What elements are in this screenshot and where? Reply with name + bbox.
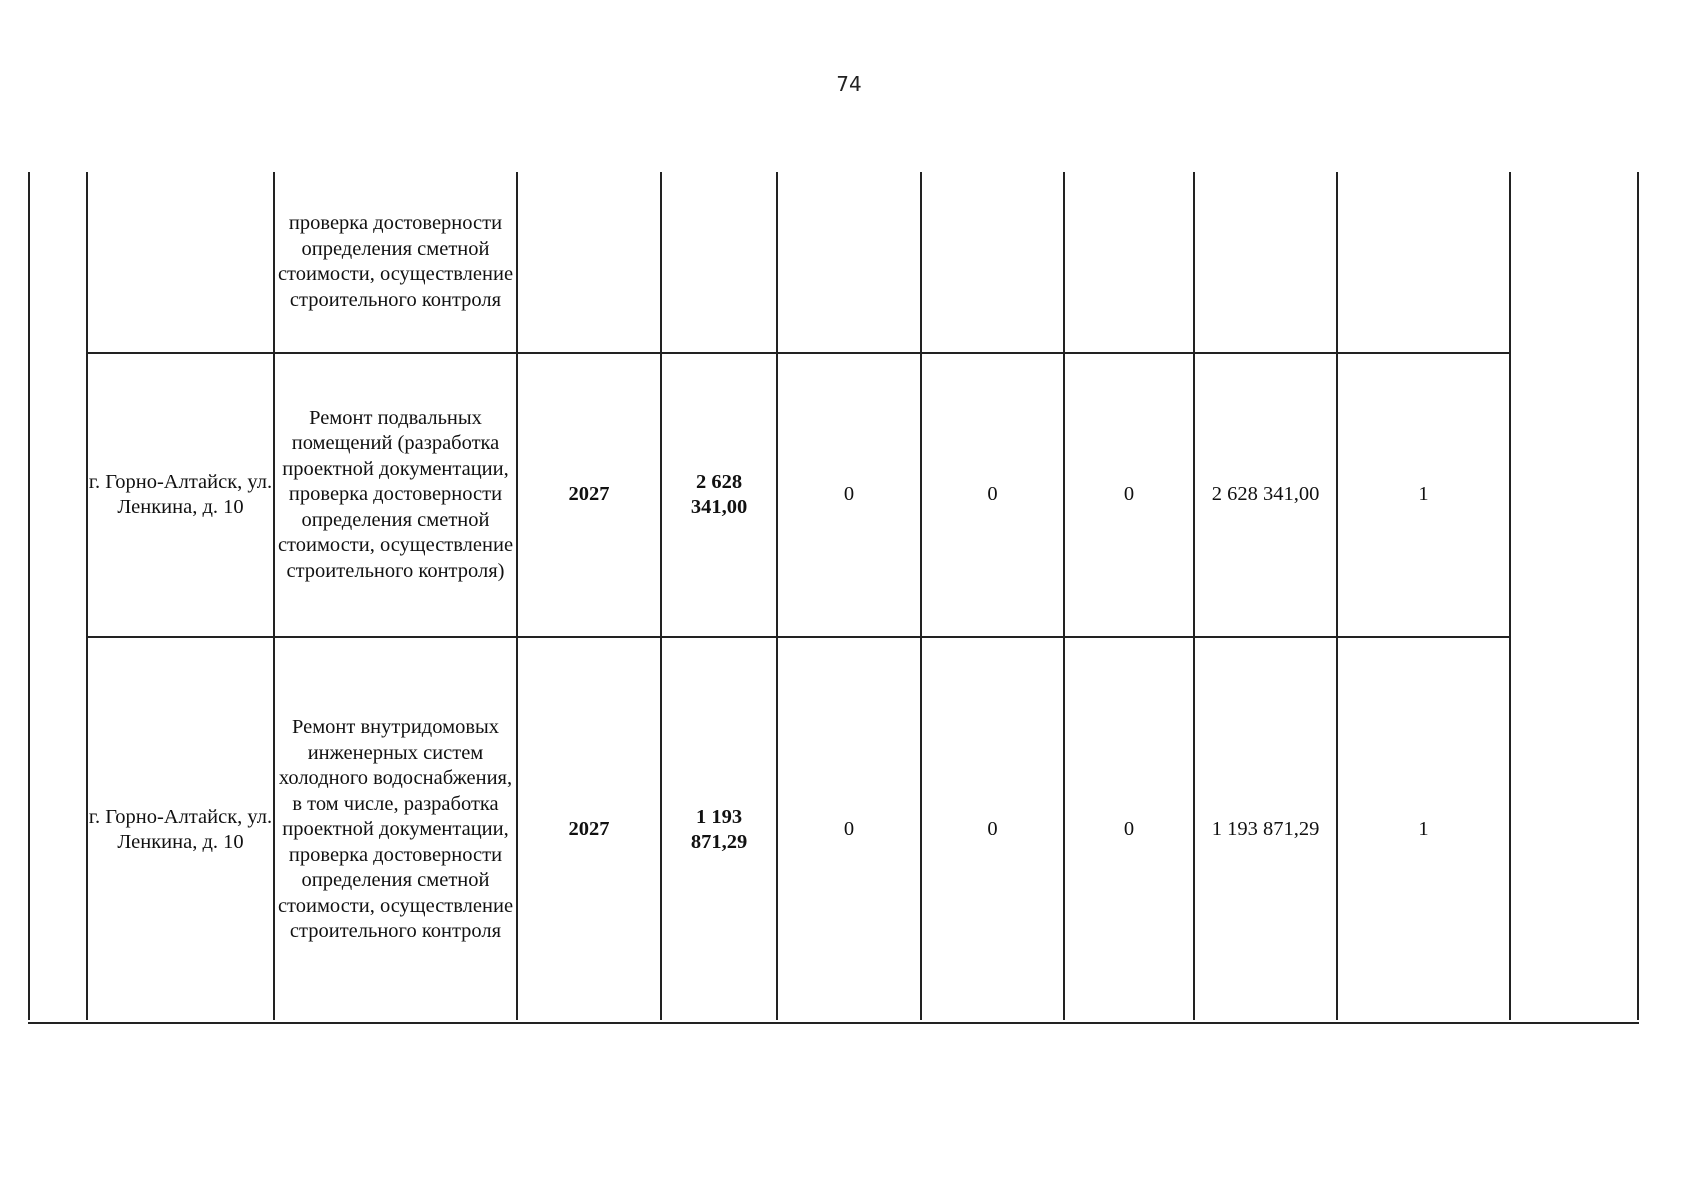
work-cell bbox=[275, 638, 516, 1022]
value-cell bbox=[1065, 354, 1193, 636]
col-rule bbox=[1509, 172, 1511, 1020]
works-table bbox=[28, 172, 1638, 1020]
table-bottom-rule bbox=[28, 1022, 1639, 1024]
address: г. Горно-Алтайск, ул. Ленкина, д. 10 bbox=[88, 470, 273, 518]
col-rule bbox=[1637, 172, 1639, 1020]
value-1: 0 bbox=[843, 483, 855, 506]
value-cell bbox=[922, 354, 1063, 636]
work-cell bbox=[275, 354, 516, 636]
value-cell bbox=[778, 354, 920, 636]
address-cell bbox=[88, 354, 273, 636]
value-2: 0 bbox=[987, 818, 998, 841]
value-4: 2 628 341,00 bbox=[1211, 483, 1320, 506]
value-cell bbox=[1338, 354, 1509, 636]
address: г. Горно-Алтайск, ул. Ленкина, д. 10 bbox=[88, 805, 273, 853]
value-cell bbox=[1195, 638, 1336, 1022]
year: 2027 bbox=[568, 483, 610, 506]
value-2: 0 bbox=[987, 483, 998, 506]
value-cell bbox=[922, 638, 1063, 1022]
value-1: 0 bbox=[843, 818, 855, 841]
total-cost-cell bbox=[662, 354, 776, 636]
address-cell bbox=[88, 638, 273, 1022]
work-description: проверка достоверности определения сметной стоимости, осуществление строительного контроля bbox=[277, 212, 514, 311]
total-cost: 2 628 341,00 bbox=[690, 470, 748, 518]
year-cell bbox=[518, 354, 660, 636]
table-row bbox=[275, 172, 516, 352]
col-rule bbox=[28, 172, 30, 1020]
value-4: 1 193 871,29 bbox=[1211, 818, 1320, 841]
value-3: 0 bbox=[1123, 483, 1135, 506]
value-cell bbox=[1338, 638, 1509, 1022]
value-cell bbox=[1065, 638, 1193, 1022]
work-description: Ремонт внутридомовых инженерных систем холодного водоснабжения, в том числе, разработка проектной документации, проверка достоверности определения сметной стоимости, осуществление строительного контроля bbox=[277, 716, 514, 943]
page-number: 74 bbox=[836, 72, 862, 96]
total-cost: 1 193 871,29 bbox=[690, 805, 748, 853]
value-cell bbox=[1195, 354, 1336, 636]
year: 2027 bbox=[568, 818, 610, 841]
total-cost-cell bbox=[662, 638, 776, 1022]
work-description: Ремонт подвальных помещений (разработка проектной документации, проверка достоверности определения сметной стоимости, осуществление строительного контроля) bbox=[277, 406, 514, 582]
value-3: 0 bbox=[1123, 818, 1135, 841]
value-5: 1 bbox=[1418, 818, 1429, 841]
value-5: 1 bbox=[1418, 483, 1429, 506]
year-cell bbox=[518, 638, 660, 1022]
value-cell bbox=[778, 638, 920, 1022]
